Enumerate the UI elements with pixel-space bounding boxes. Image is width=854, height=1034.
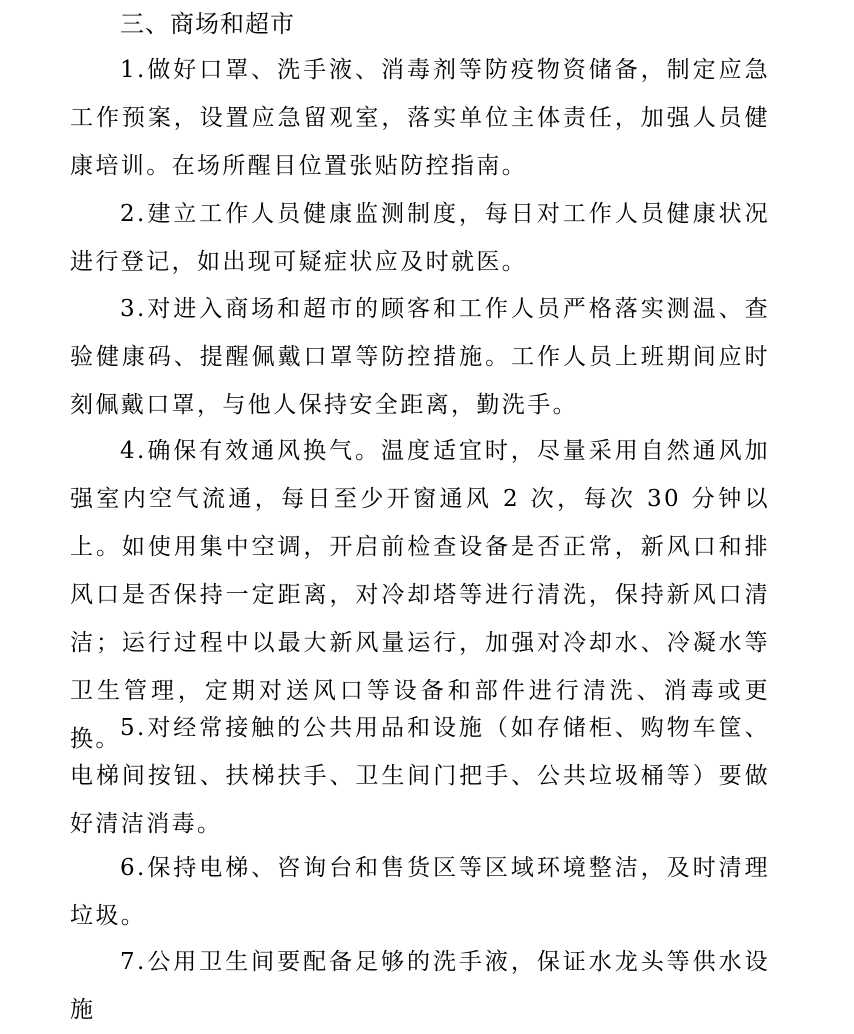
paragraph-2: 2.建立工作人员健康监测制度，每日对工作人员健康状况进行登记，如出现可疑症状应及时就医。: [70, 201, 770, 275]
paragraph-7: 7.公用卫生间要配备足够的洗手液，保证水龙头等供水设施: [70, 949, 770, 1023]
paragraph-5: 5.对经常接触的公共用品和设施（如存储柜、购物车筐、电梯间按钮、扶梯扶手、卫生间门把手、公共垃圾桶等）要做好清洁消毒。: [70, 715, 770, 837]
paragraph-4: 4.确保有效通风换气。温度适宜时，尽量采用自然通风加强室内空气流通，每日至少开窗通风 2 次，每次 30 分钟以上。如使用集中空调，开启前检查设备是否正常，新风口和排风口是否保持一定距离，对冷却塔等进行清洗，保持新风口清洁；运行过程中以最大新风量运行，加强对冷却水、冷凝水等卫生管理，定期对送风口等设备和部件进行清洗、消毒或更换。: [70, 438, 770, 752]
paragraph-1: 1.做好口罩、洗手液、消毒剂等防疫物资储备，制定应急工作预案，设置应急留观室，落实单位主体责任，加强人员健康培训。在场所醒目位置张贴防控指南。: [70, 57, 770, 179]
paragraph-3: 3.对进入商场和超市的顾客和工作人员严格落实测温、查验健康码、提醒佩戴口罩等防控措施。工作人员上班期间应时刻佩戴口罩，与他人保持安全距离，勤洗手。: [70, 296, 770, 418]
section-heading: 三、商场和超市: [120, 10, 295, 38]
paragraph-6: 6.保持电梯、咨询台和售货区等区域环境整洁，及时清理垃圾。: [70, 855, 770, 929]
